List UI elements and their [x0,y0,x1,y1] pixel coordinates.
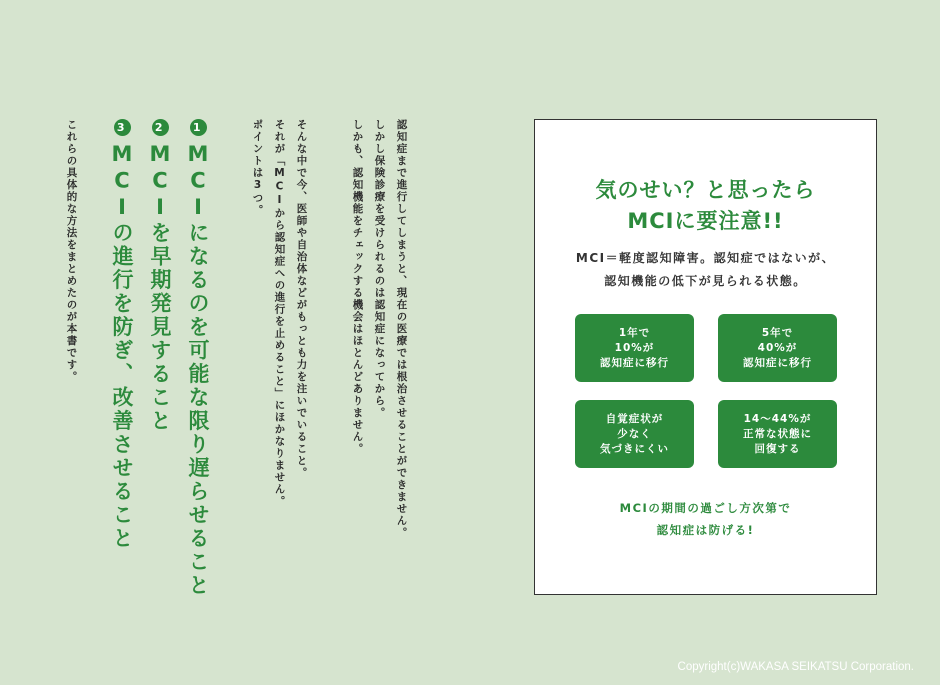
stat-line: 認知症に移行 [743,356,812,369]
stat-box [575,314,694,382]
copyright-notice: Copyright(c)WAKASA SEIKATSU Corporation. [677,661,914,673]
body-line: しかし保険診療を受けられるのは認知症になってから。 [373,119,386,419]
stat-line: 5年で [761,326,794,339]
point-item [187,119,208,598]
card-footer-line2: 認知症は防げる! [656,523,755,537]
stat-line: 気づきにくい [600,442,669,455]
card-description-line1: MCI＝軽度認知障害。認知症ではないが、 [575,251,836,265]
stat-box [718,400,837,468]
body-line: それが「MCIから認知症への進行を止めること」にほかなりません。 [273,119,286,508]
card-title-line1: 気のせい？と思ったら [595,178,816,202]
point-text: MCIの進行を防ぎ、改善させること [110,142,134,551]
point-text: MCIになるのを可能な限り遅らせること [186,142,210,598]
stat-line: 40%が [757,341,798,354]
point-number-badge: 1 [190,119,207,136]
body-line: しかも、認知機能をチェックする機会はほとんどありません。 [351,119,364,455]
body-line: ポイントは3つ。 [251,119,264,217]
point-item [111,119,132,551]
stat-box [575,400,694,468]
closing-text: これらの具体的な方法をまとめたのが本書です。 [65,119,78,383]
stat-line: 自覚症状が [605,412,664,425]
body-line: そんな中で今、医師や自治体などがもっとも力を注いでいること。 [295,119,308,479]
stat-line: 認知症に移行 [600,356,669,369]
point-number-badge: 3 [114,119,131,136]
stat-line: 正常な状態に [743,427,812,440]
stat-box [718,314,837,382]
stat-line: 10%が [614,341,655,354]
body-line: 認知症まで進行してしまうと、現在の医療では根治させることができません。 [395,119,408,539]
card-footer-line1: MCIの期間の過ごし方次第で [619,501,792,515]
card-title-line2: MCIに要注意!! [627,209,784,233]
point-number-badge: 2 [152,119,169,136]
point-text: MCIを早期発見すること [148,142,172,433]
point-item [149,119,170,433]
stat-line: 少なく [617,427,652,440]
card-description-line2: 認知機能の低下が見られる状態。 [604,274,807,288]
stat-line: 回復する [754,442,801,455]
stat-line: 1年で [618,326,651,339]
mci-info-card [534,119,877,595]
stat-line: 14〜44%が [743,412,812,425]
